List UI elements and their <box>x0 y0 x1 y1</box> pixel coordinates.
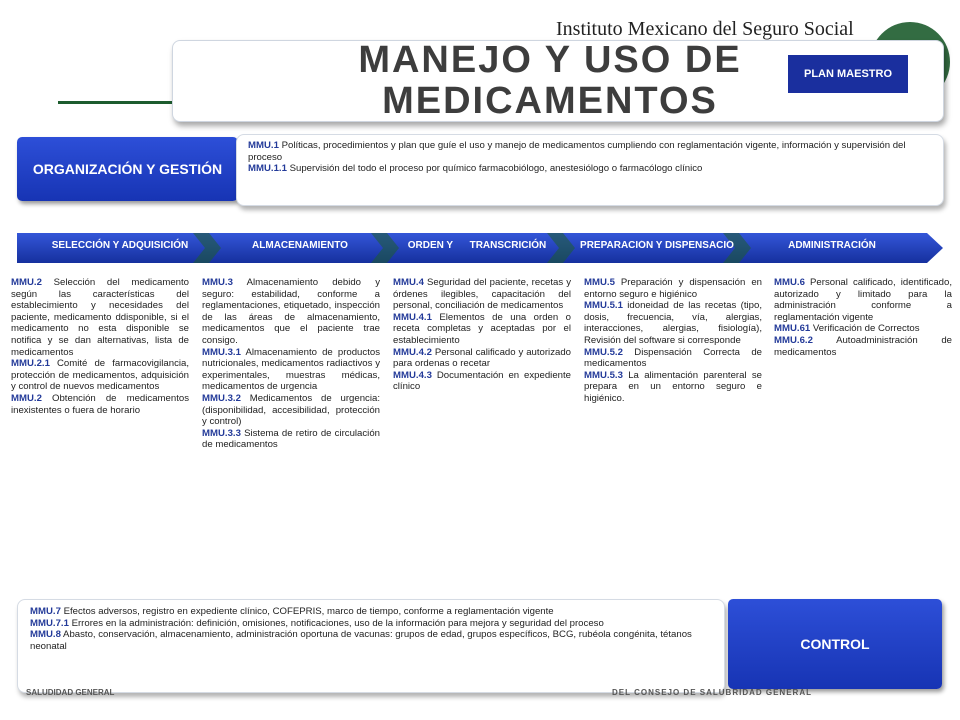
requirement-item <box>202 347 380 393</box>
requirement-code: MMU.3 <box>202 277 233 288</box>
column-preparacion <box>584 277 762 405</box>
requirement-text: La alimentación parenteral se prepara en un entorno seguro e higiénico. <box>584 369 762 404</box>
requirement-text: Elementos de una orden o receta completas y aceptadas por el establecimiento <box>393 311 571 346</box>
requirement-code: MMU.4.1 <box>393 311 432 323</box>
footer-right-text: DEL CONSEJO DE SALUBRIDAD GENERAL <box>612 688 812 697</box>
requirement-item <box>393 277 571 312</box>
stage-administracion[interactable]: ADMINISTRACIÓN <box>788 240 876 251</box>
requirement-code: MMU.3.1 <box>202 346 241 358</box>
organization-text <box>248 140 928 175</box>
requirement-text: Dispensación Correcta de medicamentos <box>584 346 762 370</box>
requirement-code: MMU.5.3 <box>584 369 623 381</box>
requirement-item <box>584 277 762 300</box>
requirement-text: Almacenamiento de productos nutricionales, medicamentos radiactivos y experimentales, muestras médicas, medicamentos de urgencia <box>202 346 380 393</box>
requirement-text: Efectos adversos, registro en expediente clínico, COFEPRIS, marco de tiempo, conforme a reglamentación vigente <box>60 606 554 617</box>
requirement-code: MMU.3.2 <box>202 392 241 404</box>
requirement-code: MMU.2 <box>11 392 42 404</box>
requirement-item <box>584 300 762 346</box>
requirement-code: MMU.2.1 <box>11 358 50 370</box>
requirement-item <box>30 606 715 618</box>
requirement-item <box>393 347 571 370</box>
requirement-text: Políticas, procedimientos y plan que guíe el uso y manejo de medicamentos cumpliendo con reglamentación vigente, información y supervisión del proceso <box>248 140 906 163</box>
requirement-item <box>774 277 952 323</box>
requirement-text: Medicamentos de urgencia: (disponibilidad, accesibilidad, protección y control) <box>202 392 380 428</box>
requirement-item <box>202 393 380 428</box>
requirement-code: MMU.4.3 <box>393 369 432 381</box>
header-divider <box>58 101 188 104</box>
footer-left-logo-text: SALUDIDAD GENERAL <box>26 688 115 697</box>
stage-almacenamiento[interactable]: ALMACENAMIENTO <box>252 240 348 251</box>
requirement-item <box>774 323 952 335</box>
requirement-text: Personal calificado, identificado, autorizado y limitado para la administración conforme a reglamentación vigente <box>774 277 952 323</box>
requirement-code: MMU.6 <box>774 277 805 288</box>
requirement-code: MMU.4 <box>393 277 424 288</box>
stage-seleccion[interactable]: SELECCIÓN Y ADQUISICIÓN <box>51 240 189 251</box>
requirement-text: Autoadministración de medicamentos <box>774 334 952 358</box>
requirement-text: idoneidad de las recetas (tipo, dosis, frecuencia, vía, alergias, interacciones, alergias, fisiología), Revisión del software si corresponde <box>584 300 762 346</box>
plan-maestro-button[interactable]: PLAN MAESTRO <box>788 55 908 93</box>
institution-name: Instituto Mexicano del Seguro Social <box>556 18 854 40</box>
organization-label: ORGANIZACIÓN Y GESTIÓN <box>17 137 238 201</box>
requirement-text: Personal calificado y autorizado para ordenas o recetar <box>393 346 571 370</box>
requirement-text: Abasto, conservación, almacenamiento, administración oportuna de vacunas: grupos de edad, grupos específicos, BCG, rubéola congénita, tétanos neonatal <box>30 629 692 652</box>
requirement-text: Seguridad del paciente, recetas y órdenes ilegibles, capacitación del personal, conciliación de medicamentos <box>393 277 571 312</box>
requirement-item <box>11 277 189 358</box>
requirement-code: MMU.2 <box>11 277 42 288</box>
requirement-item <box>202 428 380 451</box>
requirement-text: Supervisión del todo el proceso por químico farmacobiólogo, anestesiólogo o farmacólogo clínico <box>286 163 703 175</box>
requirement-code: MMU.4.2 <box>393 346 432 358</box>
requirement-item <box>774 335 952 358</box>
requirement-item <box>393 312 571 347</box>
requirement-code: MMU.61 <box>774 323 811 335</box>
requirement-text: Errores en la administración: definición, omisiones, notificaciones, uso de la información para mejora y seguridad del proceso <box>68 617 604 629</box>
requirement-item <box>584 347 762 370</box>
title-line-2: MEDICAMENTOS <box>382 80 718 122</box>
requirement-code: MMU.7 <box>30 606 61 617</box>
requirement-text: Selección del medicamento según las características del establecimiento y necesidades del paciente, medicamento ddisponible, si el medicamento no esta disponible se notifica y se dan alternativas, lista de medicamentos <box>11 277 189 358</box>
requirement-item <box>584 370 762 405</box>
requirement-item <box>11 393 189 416</box>
requirement-text: Verificación de Correctos <box>810 323 920 335</box>
column-administracion <box>774 277 952 358</box>
control-label: CONTROL <box>728 599 942 689</box>
stage-labels <box>17 230 945 266</box>
stage-orden[interactable]: ORDEN Y TRANSCRICIÓN <box>407 240 547 251</box>
page-title <box>270 40 830 122</box>
column-almacenamiento <box>202 277 380 451</box>
title-line-1: MANEJO Y USO DE <box>358 39 742 81</box>
requirement-code: MMU.6.2 <box>774 334 813 346</box>
requirement-item <box>248 140 928 163</box>
column-seleccion <box>11 277 189 416</box>
requirement-code: MMU.8 <box>30 629 61 641</box>
requirement-code: MMU.7.1 <box>30 617 69 629</box>
stage-preparacion[interactable]: PREPARACIÓN Y DISPENSACIÓ <box>580 240 734 251</box>
requirement-text: Preparación y dispensación en entorno seguro e higiénico <box>584 277 762 300</box>
requirement-item <box>248 163 928 175</box>
requirement-item <box>11 358 189 393</box>
requirement-item <box>30 618 715 630</box>
requirement-code: MMU.1 <box>248 140 279 151</box>
requirement-text: Comité de farmacovigilancia, protección de medicamentos, adquisición y control de nuevos medicamentos <box>11 358 189 393</box>
requirement-code: MMU.5 <box>584 277 615 288</box>
requirement-code: MMU.5.2 <box>584 346 623 358</box>
requirement-item <box>393 370 571 393</box>
requirement-text: Obtención de medicamentos inexistentes o fuera de horario <box>11 392 189 416</box>
requirement-text: Documentación en expediente clínico <box>393 369 571 393</box>
column-orden <box>393 277 571 393</box>
requirement-code: MMU.3.3 <box>202 427 241 439</box>
requirement-code: MMU.5.1 <box>584 300 623 312</box>
requirement-item <box>202 277 380 347</box>
requirement-item <box>30 629 715 652</box>
control-text <box>30 606 715 652</box>
requirement-code: MMU.1.1 <box>248 163 287 175</box>
requirement-text: Almacenamiento debido y seguro: estabilidad, conforme a reglamentaciones, etiquetado, inspección de las áreas de almacenamiento, medicamentos que el paciente trae consigo. <box>202 277 380 346</box>
requirement-text: Sistema de retiro de circulación de medicamentos <box>202 427 380 451</box>
